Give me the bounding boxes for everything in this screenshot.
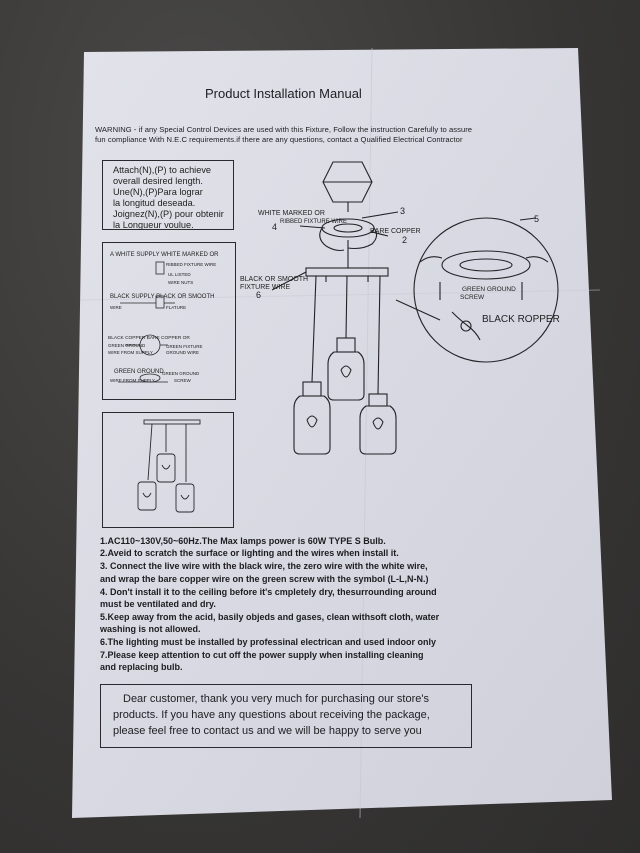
- instruction-line: 4. Don't install it to the ceiling before it's cmpletely dry, thesurrounding around: [100, 587, 437, 597]
- wiring-text: GROUND WIRE: [166, 350, 199, 355]
- instruction-line: 3. Connect the live wire with the black wire, the zero wire with the white wire,: [100, 561, 428, 571]
- attach-line: Attach(N),(P) to achieve: [113, 165, 212, 175]
- instruction-line: must be ventilated and dry.: [100, 599, 216, 609]
- label-ribbed: RIBBED FIXTURE WIRE: [280, 219, 348, 225]
- attach-line: la longitud deseada.: [113, 198, 196, 208]
- wiring-text: WIRE NUTS: [168, 280, 194, 285]
- label-bare-copper: BARE COPPER: [370, 228, 421, 235]
- wiring-text: GREEN FIXTURE: [166, 344, 203, 349]
- wiring-text: FLATURE: [166, 305, 187, 310]
- instruction-line: 5.Keep away from the acid, basily objeds and gases, clean withsoft cloth, water: [100, 612, 440, 622]
- wiring-text: GREEN GROUND: [162, 371, 200, 376]
- warning-line-2: fun compliance With N.E.C requirements.if there are any questions, contact a Qualified Electrical Contractor: [95, 135, 463, 144]
- label-number: 2: [402, 235, 408, 245]
- instruction-line: and wrap the bare copper wire on the green screw with the symbol (L-L,N-N.): [100, 574, 429, 584]
- customer-message-line: please feel free to contact us and we will be happy to serve you: [113, 725, 422, 737]
- wiring-text: BLACK SUPPLY BLACK OR SMOOTH: [110, 294, 215, 300]
- instruction-line: and replacing bulb.: [100, 662, 183, 672]
- label-green-ground: GREEN GROUND: [462, 286, 516, 293]
- label-screw: SCREW: [460, 294, 485, 301]
- label-number: 5: [534, 214, 540, 224]
- wiring-text: BLACK COPPER BARE COPPER OR: [108, 336, 190, 341]
- wiring-text: UL LISTED: [168, 272, 191, 277]
- wiring-text: GREEN GROUND: [114, 369, 164, 375]
- label-number: 3: [400, 206, 406, 216]
- attach-line: Une(N),(P)Para lograr: [113, 187, 203, 197]
- attach-line: overall desired length.: [113, 176, 203, 186]
- customer-message-line: products. If you have any questions about receiving the package,: [113, 709, 430, 721]
- attach-line: la Longueur voulue.: [113, 220, 194, 230]
- instruction-line: 1.AC110~130V,50~60Hz.The Max lamps power is 60W TYPE S Bulb.: [100, 536, 386, 546]
- wiring-text: A WHITE SUPPLY WHITE MARKED OR: [110, 252, 219, 258]
- wiring-text: WIRE: [110, 305, 122, 310]
- page-title: Product Installation Manual: [205, 86, 362, 101]
- instruction-line: washing is not allowed.: [100, 624, 201, 634]
- wiring-text: WIRE FROM SUPPLY: [108, 350, 153, 355]
- attach-line: Joignez(N),(P) pour obtenir: [113, 209, 224, 219]
- customer-message-line: Dear customer, thank you very much for purchasing our store's: [123, 693, 429, 705]
- customer-message-box: [100, 684, 472, 748]
- label-black-smooth: BLACK OR SMOOTH: [240, 276, 309, 283]
- wiring-text: SCREW: [174, 378, 191, 383]
- instruction-line: 7.Please keep attention to cut off the power supply when installing cleaning: [100, 650, 424, 660]
- instruction-line: 2.Aveid to scratch the surface or lighting and the wires when install it.: [100, 548, 399, 558]
- label-black-ropper: BLACK ROPPER: [482, 314, 560, 325]
- label-white-marked: WHITE MARKED OR: [258, 210, 325, 217]
- label-number: 4: [272, 222, 278, 232]
- label-number: 6: [256, 290, 262, 300]
- warning-line-1: WARNING - if any Special Control Devices are used with this Fixture, Follow the instruction Carefully to assure: [95, 125, 473, 134]
- wiring-text: WIRE FROM SUPPLY: [110, 378, 155, 383]
- label-fixture-wire: FIXTURE WIRE: [240, 284, 291, 291]
- wiring-text: GREEN GROUND: [108, 343, 146, 348]
- wiring-text: RIBBED FIXTURE WIRE: [166, 262, 217, 267]
- instruction-line: 6.The lighting must be installed by professinal electrican and used indoor only: [100, 637, 437, 647]
